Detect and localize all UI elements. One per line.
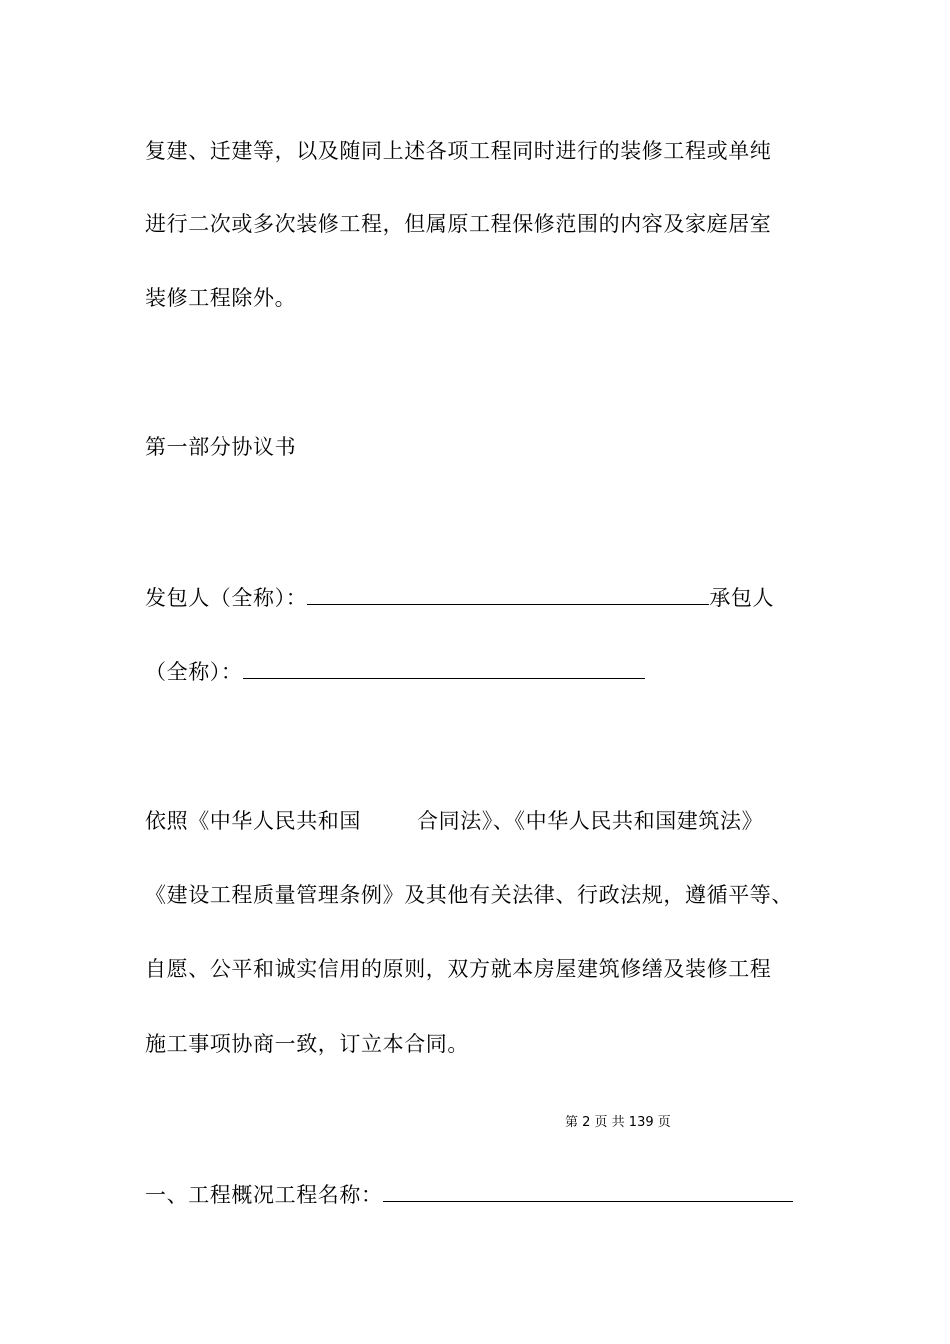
employer-label: 发包人（全称）：	[145, 586, 308, 610]
scope-line-1: 复建、迁建等，以及随同上述各项工程同时进行的装修工程或单纯	[145, 139, 772, 163]
scope-line-3: 装修工程除外。	[145, 286, 297, 310]
contractor-label-part2: （全称）：	[145, 660, 243, 684]
basis-line-1-part1: 依照《中华人民共和国	[145, 809, 361, 833]
scope-line-2: 进行二次或多次装修工程，但属原工程保修范围的内容及家庭居室	[145, 212, 772, 236]
basis-line-1-part2: 合同法》、《中华人民共和国建筑法》	[417, 809, 764, 833]
basis-line-4: 施工事项协商一致，订立本合同。	[145, 1032, 469, 1056]
project-name-label: 一、工程概况工程名称：	[145, 1183, 383, 1207]
employer-line	[145, 583, 774, 613]
page-number: 第 2 页 共 139 页	[565, 1115, 671, 1130]
employer-name-blank[interactable]	[307, 584, 709, 605]
contractor-line	[145, 657, 645, 687]
section-title: 第一部分协议书	[145, 435, 297, 459]
basis-line-1	[145, 806, 763, 836]
project-overview-line	[145, 1180, 793, 1210]
project-name-blank[interactable]	[383, 1181, 793, 1202]
basis-line-2: 《建设工程质量管理条例》及其他有关法律、行政法规，遵循平等、	[145, 883, 793, 907]
contractor-label-part1: 承包人	[709, 586, 775, 610]
contractor-name-blank[interactable]	[243, 658, 645, 679]
basis-line-3: 自愿、公平和诚实信用的原则，双方就本房屋建筑修缮及装修工程	[145, 957, 772, 981]
